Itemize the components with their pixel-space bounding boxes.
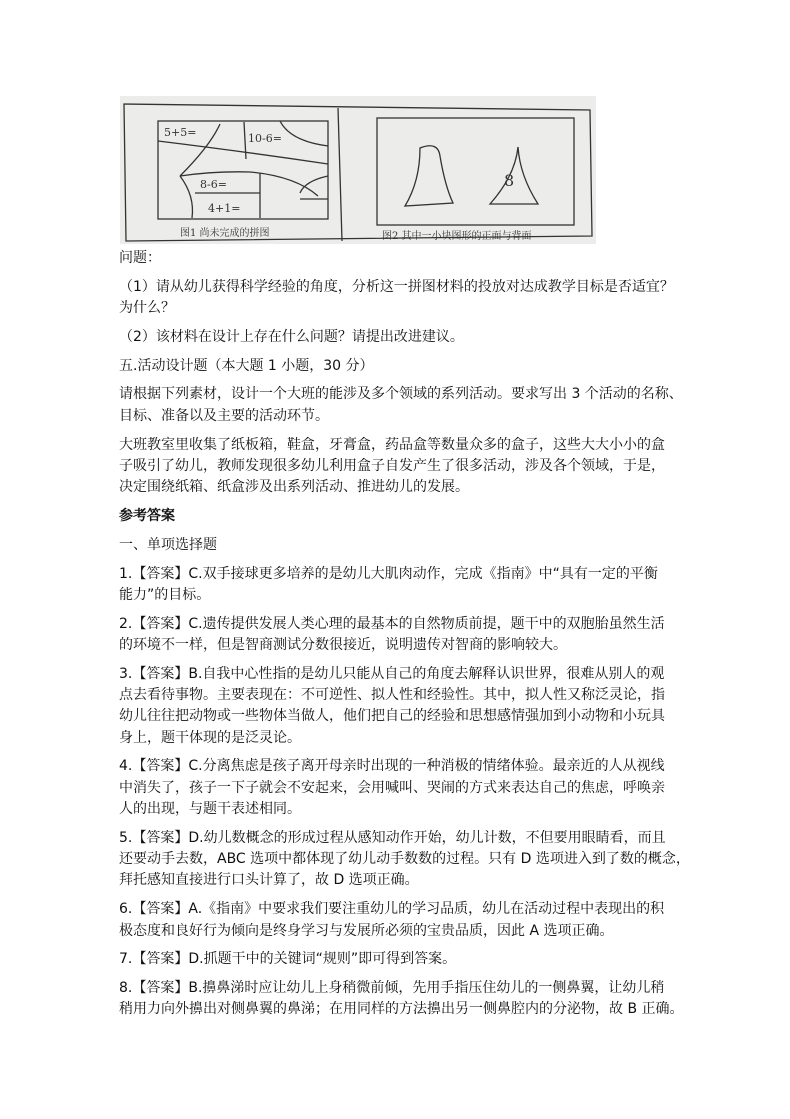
- paragraph: [119, 828, 690, 892]
- text-line: 7.【答案】D.抓题干中的关键词“规则”即可得到答案。: [119, 951, 457, 968]
- text-line: 6.【答案】A.《指南》中要求我们要注重幼儿的学习品质，幼儿在活动过程中表现出的积: [119, 901, 665, 918]
- text-line: 3.【答案】B.自我中心性指的是幼儿只能从自己的角度去解释认识世界，很难从别人的观: [119, 665, 665, 682]
- paragraph: [119, 564, 679, 607]
- text-line: 2.【答案】C.遗传提供发展人类心理的最基本的自然物质前提，题干中的双胞胎虽然生活: [119, 615, 665, 632]
- text-line: 人的出现，与题干表述相同。: [119, 801, 301, 818]
- text-line: 中消失了，孩子一下子就会不安起来，会用喊叫、哭闹的方式来表达自己的焦虑，呼唤亲: [119, 779, 665, 796]
- text-line: 身上，题干体现的是泛灵论。: [119, 729, 301, 746]
- paragraph: [119, 435, 679, 499]
- paragraph: [119, 248, 679, 269]
- document-body: [119, 248, 690, 1028]
- paragraph: [119, 535, 679, 556]
- text-line: （2）该材料在设计上存在什么问题？请提出改进建议。: [119, 328, 464, 345]
- text-line: 幼儿往往把动物或一些物体当做人，他们把自己的经验和思想感情强加到小动物和小玩具: [119, 708, 665, 725]
- text-line: 8.【答案】B.擤鼻涕时应让幼儿上身稍微前倾，先用手指压住幼儿的一侧鼻翼，让幼儿稍: [119, 980, 665, 997]
- cell-label: 10-6=: [248, 132, 282, 145]
- paragraph: [119, 978, 684, 1021]
- text-line: 决定围绕纸箱、纸盒涉及出系列活动、推进幼儿的发展。: [119, 479, 469, 496]
- paragraph: [119, 949, 679, 970]
- paragraph: [119, 899, 679, 942]
- fig2-caption: 图2 其中一小块图形的正面与背面: [382, 231, 532, 242]
- text-line: 的环境不一样，但是智商测试分数很接近，说明遗传对智商的影响较大。: [119, 636, 567, 653]
- text-line: 一、单项选择题: [119, 536, 217, 553]
- cell-label: 4+1=: [208, 202, 241, 215]
- text-line: 拜托感知直接进行口头计算了，故 D 选项正确。: [119, 872, 419, 889]
- text-line: 问题：: [119, 250, 161, 266]
- paragraph: [119, 756, 679, 820]
- text-line: 大班教室里收集了纸板箱，鞋盒，牙膏盒，药品盒等数量众多的盒子，这些大大小小的盒: [119, 436, 665, 453]
- puzzle-sketch-photo: [120, 96, 596, 244]
- text-line: 稍用力向外擤出对侧鼻翼的鼻涕；在用同样的方法擤出另一侧鼻腔内的分泌物，故 B 正确。: [119, 1001, 684, 1018]
- text-line: 能力”的目标。: [119, 586, 211, 603]
- text-line: （1）请从幼儿获得科学经验的角度，分析这一拼图材料的投放对达成教学目标是否适宜？: [119, 278, 674, 295]
- text-line: 目标、准备以及主要的活动环节。: [119, 407, 329, 424]
- fig1-caption: 图1 尚未完成的拼图: [180, 228, 270, 239]
- paragraph: [119, 356, 679, 377]
- text-line: 4.【答案】C.分离焦虑是孩子离开母亲时出现的一种消极的情绪体验。最亲近的人从视线: [119, 758, 665, 775]
- cell-label: 8: [504, 171, 515, 190]
- text-line: 极态度和良好行为倾向是终身学习与发展所必须的宝贵品质，因此 A 选项正确。: [119, 922, 614, 939]
- section-heading: [119, 506, 679, 527]
- text-line: 为什么？: [119, 300, 175, 317]
- paragraph: [119, 614, 679, 657]
- paragraph: [119, 384, 683, 427]
- text-line: 还要动手去数，ABC 选项中都体现了幼儿动手数数的过程。只有 D 选项进入到了数的概念，: [119, 851, 690, 868]
- text-line: 5.【答案】D.幼儿数概念的形成过程从感知动作开始，幼儿计数，不但要用眼睛看，而且: [119, 829, 666, 846]
- text-line: 五.活动设计题（本大题 1 小题，30 分）: [119, 357, 374, 374]
- text-line: 1.【答案】C.双手接球更多培养的是幼儿大肌肉动作，完成《指南》中“具有一定的平衡: [119, 565, 658, 582]
- puzzle-sketch: [120, 96, 596, 244]
- text-line: 参考答案: [119, 507, 175, 524]
- text-line: 子吸引了幼儿，教师发现很多幼儿利用盒子自发产生了很多活动，涉及各个领域，于是，: [119, 457, 665, 474]
- paragraph: [119, 327, 679, 348]
- paragraph: [119, 664, 679, 749]
- cell-label: 5+5=: [164, 126, 197, 139]
- paragraph: [119, 277, 679, 320]
- text-line: 请根据下列素材，设计一个大班的能涉及多个领域的系列活动。要求写出 3 个活动的名称、: [119, 386, 683, 403]
- text-line: 点去看待事物。主要表现在：不可逆性、拟人性和经验性。其中，拟人性又称泛灵论，指: [119, 687, 665, 704]
- cell-label: 8-6=: [200, 178, 227, 191]
